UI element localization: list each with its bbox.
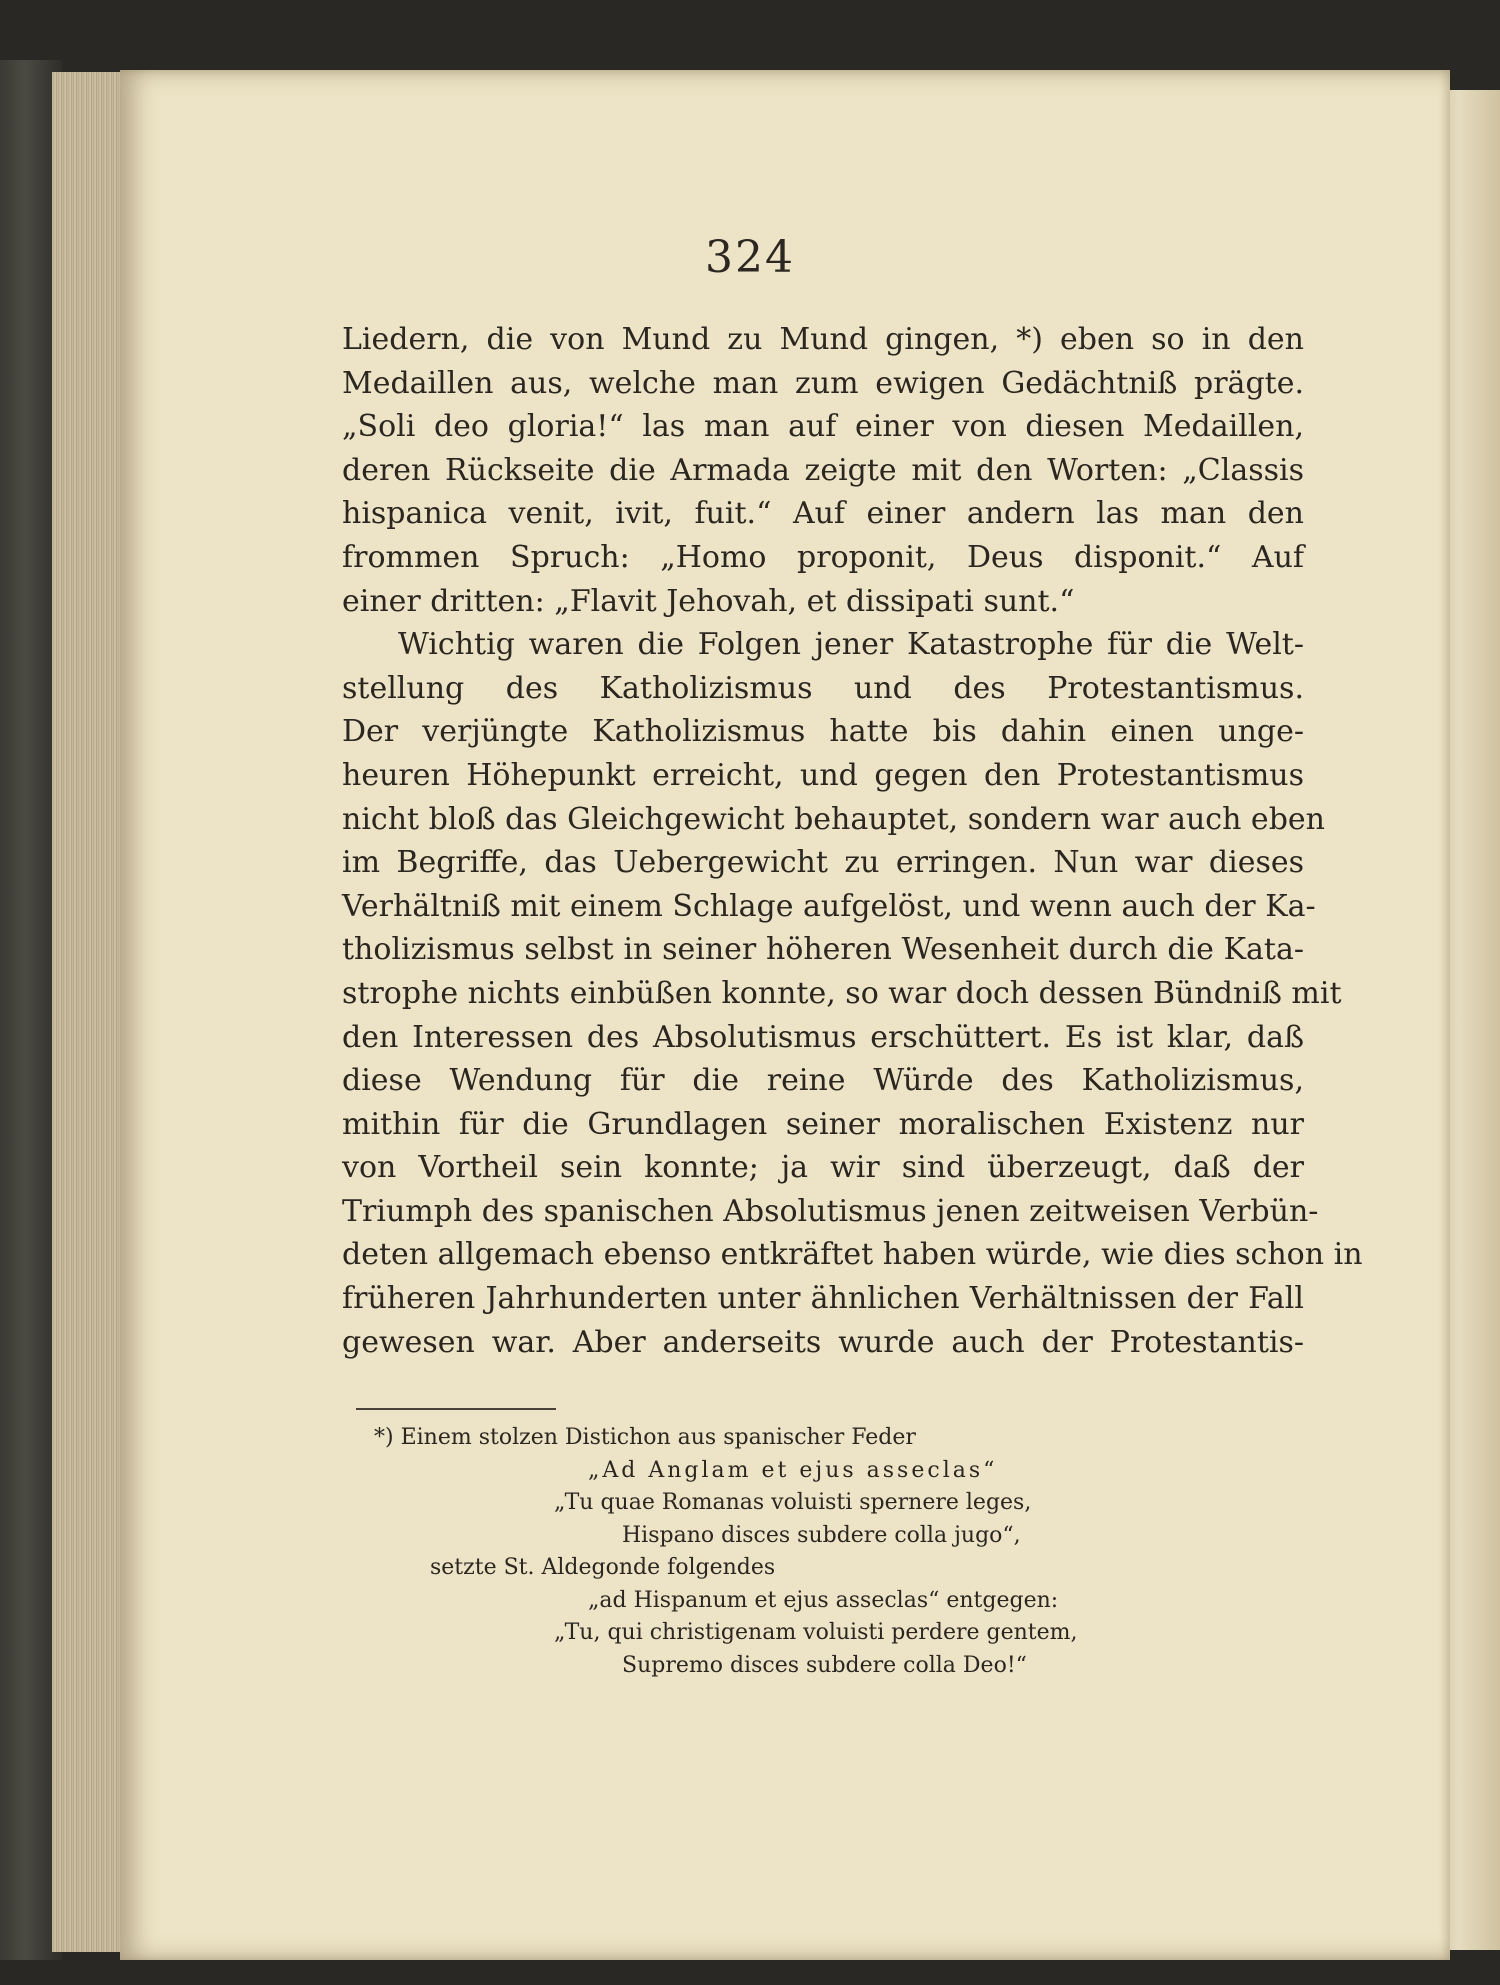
main-text [342,318,1363,1364]
text-line: mithin für die Grundlagen seiner moralischen Existenz nur [342,1106,1304,1142]
text-line: einer dritten: „Flavit Jehovah, et dissipati sunt.“ [342,583,1075,619]
text-line: nicht bloß das Gleichgewicht behauptet, sondern war auch eben [342,801,1325,837]
footnote [374,1422,1304,1682]
footnote-line: „ad Hispanum et ejus asseclas“ entgegen: [588,1587,1059,1613]
text-line: stellung des Katholizismus und des Protestantismus. [342,670,1304,706]
text-line: Triumph des spanischen Absolutismus jenen zeitweisen Verbün- [342,1193,1319,1229]
footnote-line: setzte St. Aldegonde folgendes [430,1555,776,1580]
text-line: im Begriffe, das Uebergewicht zu erringen. Nun war dieses [342,845,1304,881]
text-line: strophe nichts einbüßen konnte, so war doch dessen Bündniß mit [342,975,1342,1011]
footnote-line: *) Einem stolzen Distichon aus spanischer Feder [374,1425,916,1450]
footnote-line: „Tu, qui christigenam voluisti perdere gentem, [554,1620,1078,1645]
text-line: Medaillen aus, welche man zum ewigen Gedächtniß prägte. [342,365,1304,401]
footnote-line: Supremo disces subdere colla Deo!“ [622,1652,1027,1678]
text-line: „Soli deo gloria!“ las man auf einer von diesen Medaillen, [342,409,1304,445]
text-line: Liedern, die von Mund zu Mund gingen, *) eben so in den [342,322,1304,357]
text-line: Verhältniß mit einem Schlage aufgelöst, und wenn auch der Ka- [342,888,1316,924]
text-line: von Vortheil sein konnte; ja wir sind überzeugt, daß der [342,1150,1304,1186]
text-line: tholizismus selbst in seiner höheren Wesenheit durch die Kata- [342,932,1304,968]
page-number: 324 [705,232,795,283]
text-line: den Interessen des Absolutismus erschüttert. Es ist klar, daß [342,1019,1304,1055]
text-line: frommen Spruch: „Homo proponit, Deus disponit.“ Auf [342,539,1304,575]
footnote-line: Hispano disces subdere colla jugo“, [622,1522,1021,1548]
footnote-rule [356,1408,556,1410]
text-line: diese Wendung für die reine Würde des Katholizismus, [342,1063,1304,1099]
text-line: gewesen war. Aber anderseits wurde auch der Protestantis- [342,1324,1304,1360]
text-line: heuren Höhepunkt erreicht, und gegen den Protestantismus [342,757,1304,793]
text-line: Der verjüngte Katholizismus hatte bis dahin einen unge- [342,714,1304,750]
text-line: deten allgemach ebenso entkräftet haben würde, wie dies schon in [342,1237,1363,1273]
footnote-line: „Ad Anglam et ejus asseclas“ [588,1457,998,1483]
text-line: hispanica venit, ivit, fuit.“ Auf einer andern las man den [342,496,1304,532]
text-line: deren Rückseite die Armada zeigte mit den Worten: „Classis [342,452,1304,488]
text-line: früheren Jahrhunderten unter ähnlichen Verhältnissen der Fall [342,1281,1304,1317]
footnote-line: „Tu quae Romanas voluisti spernere leges, [554,1490,1032,1515]
text-line: Wichtig waren die Folgen jener Katastrophe für die Welt- [398,627,1304,663]
